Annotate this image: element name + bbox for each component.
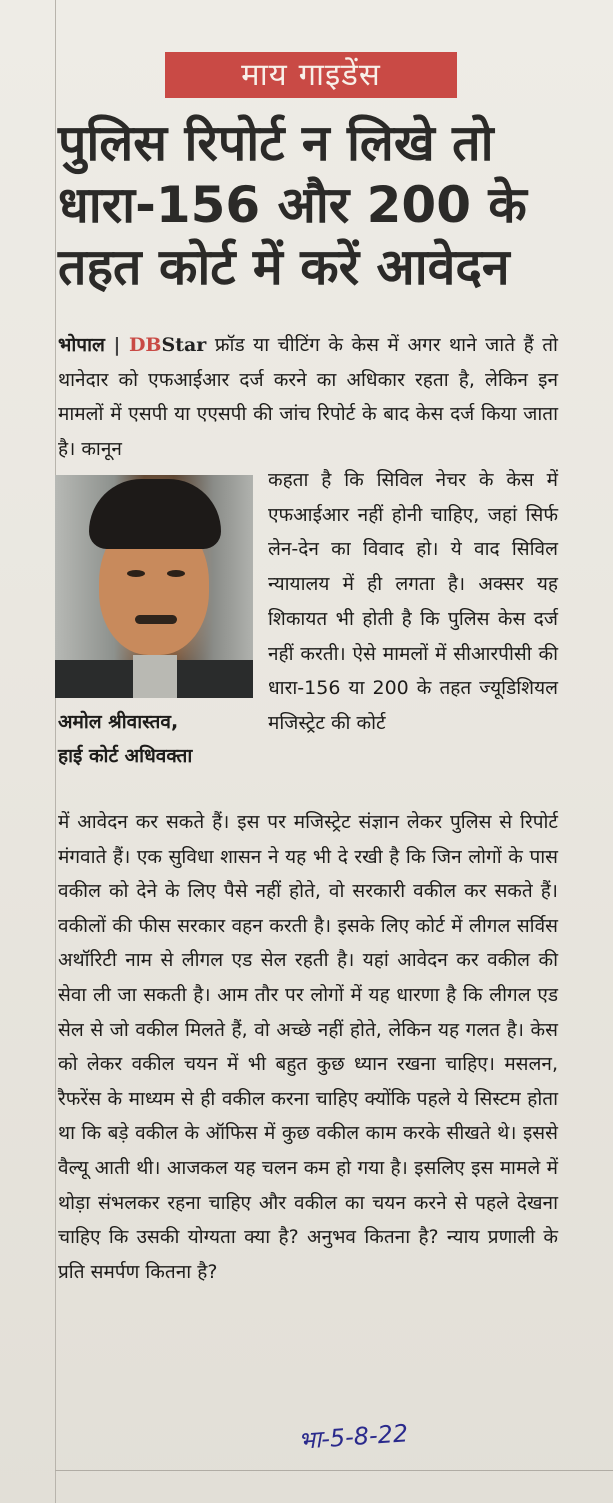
headline-line-1: पुलिस रिपोर्ट न लिखे तो	[58, 114, 494, 172]
body-text: में आवेदन कर सकते हैं। इस पर मजिस्ट्रेट संज्ञान लेकर पुलिस से रिपोर्ट मंगवाते हैं। एक सुविधा शासन ने यह भी दे रखी है कि जिन लोगों के पास वकील को देने के लिए पैसे नहीं होते, वो सरकारी वकील कर सकते हैं। वकीलों की फीस सरकार वहन करती है। इसके लिए कोर्ट में लीगल सर्विस अथॉरिटी नाम से लीगल एड सेल रहती है। यहां आवेदन कर वकील की सेवा ली जा सकती है। आम तौर पर लोगों में यह धारणा है कि लीगल एड सेल से जो वकील मिलते हैं, वो अच्छे नहीं होते, लेकिन यह गलत है। केस को लेकर वकील चयन में भी बहुत कुछ ध्यान रखना चाहिए। मसलन, रैफरेंस के माध्यम से ही वकील करना चाहिए क्योंकि पहले ये सिस्टम होता था कि बड़े वकील के ऑफिस में कुछ वकील काम करके सीखते थे। इससे वैल्यू आती थी। आजकल यह चलन कम हो गया है। इसलिए इस मामले में थोड़ा संभलकर रहना चाहिए और वकील का चयन करने से पहले देखना चाहिए कि उसकी योग्यता क्या है? अनुभव कितना है? न्याय प्रणाली के प्रति समर्पण कितना है?	[58, 811, 558, 1283]
headline-line-3: तहत कोर्ट में करें आवेदन	[58, 238, 510, 296]
lead-paragraph	[58, 328, 558, 466]
brand-logo	[129, 334, 206, 356]
headline	[58, 112, 578, 298]
bottom-rule	[55, 1470, 613, 1471]
column-rule-left	[55, 0, 56, 1503]
dateline: भोपाल	[58, 334, 105, 356]
caption-title: हाई कोर्ट अधिवक्ता	[58, 745, 193, 767]
headline-line-2: धारा-156 और 200 के	[58, 176, 527, 234]
author-photo	[55, 475, 253, 698]
handwritten-note: भा-5-8-22	[297, 1419, 410, 1455]
side-column-text: कहता है कि सिविल नेचर के केस में एफआईआर नहीं होनी चाहिए, जहां सिर्फ लेन-देन का विवाद हो। ये वाद सिविल न्यायालय में ही लगता है। अक्सर यह शिकायत भी होती है कि पुलिस केस दर्ज नहीं करती। ऐसे मामलों में सीआरपीसी की धारा-156 या 200 के तहत ज्यूडिशियल मजिस्ट्रेट की कोर्ट	[268, 469, 558, 734]
caption-name: अमोल श्रीवास्तव,	[58, 711, 179, 733]
brand-star: Star	[161, 334, 207, 356]
brand-db: DB	[128, 334, 162, 356]
dateline-separator: |	[113, 334, 121, 356]
section-banner: माय गाइडेंस	[165, 52, 457, 98]
lead-text: फ्रॉड या चीटिंग के केस में अगर थाने जाते हैं तो थानेदार को एफआईआर दर्ज करने का अधिकार रहता है, लेकिन इन मामलों में एसपी या एएसपी की जांच रिपोर्ट के बाद केस दर्ज किया जाता है। कानून	[58, 334, 558, 460]
photo-caption	[58, 705, 268, 773]
